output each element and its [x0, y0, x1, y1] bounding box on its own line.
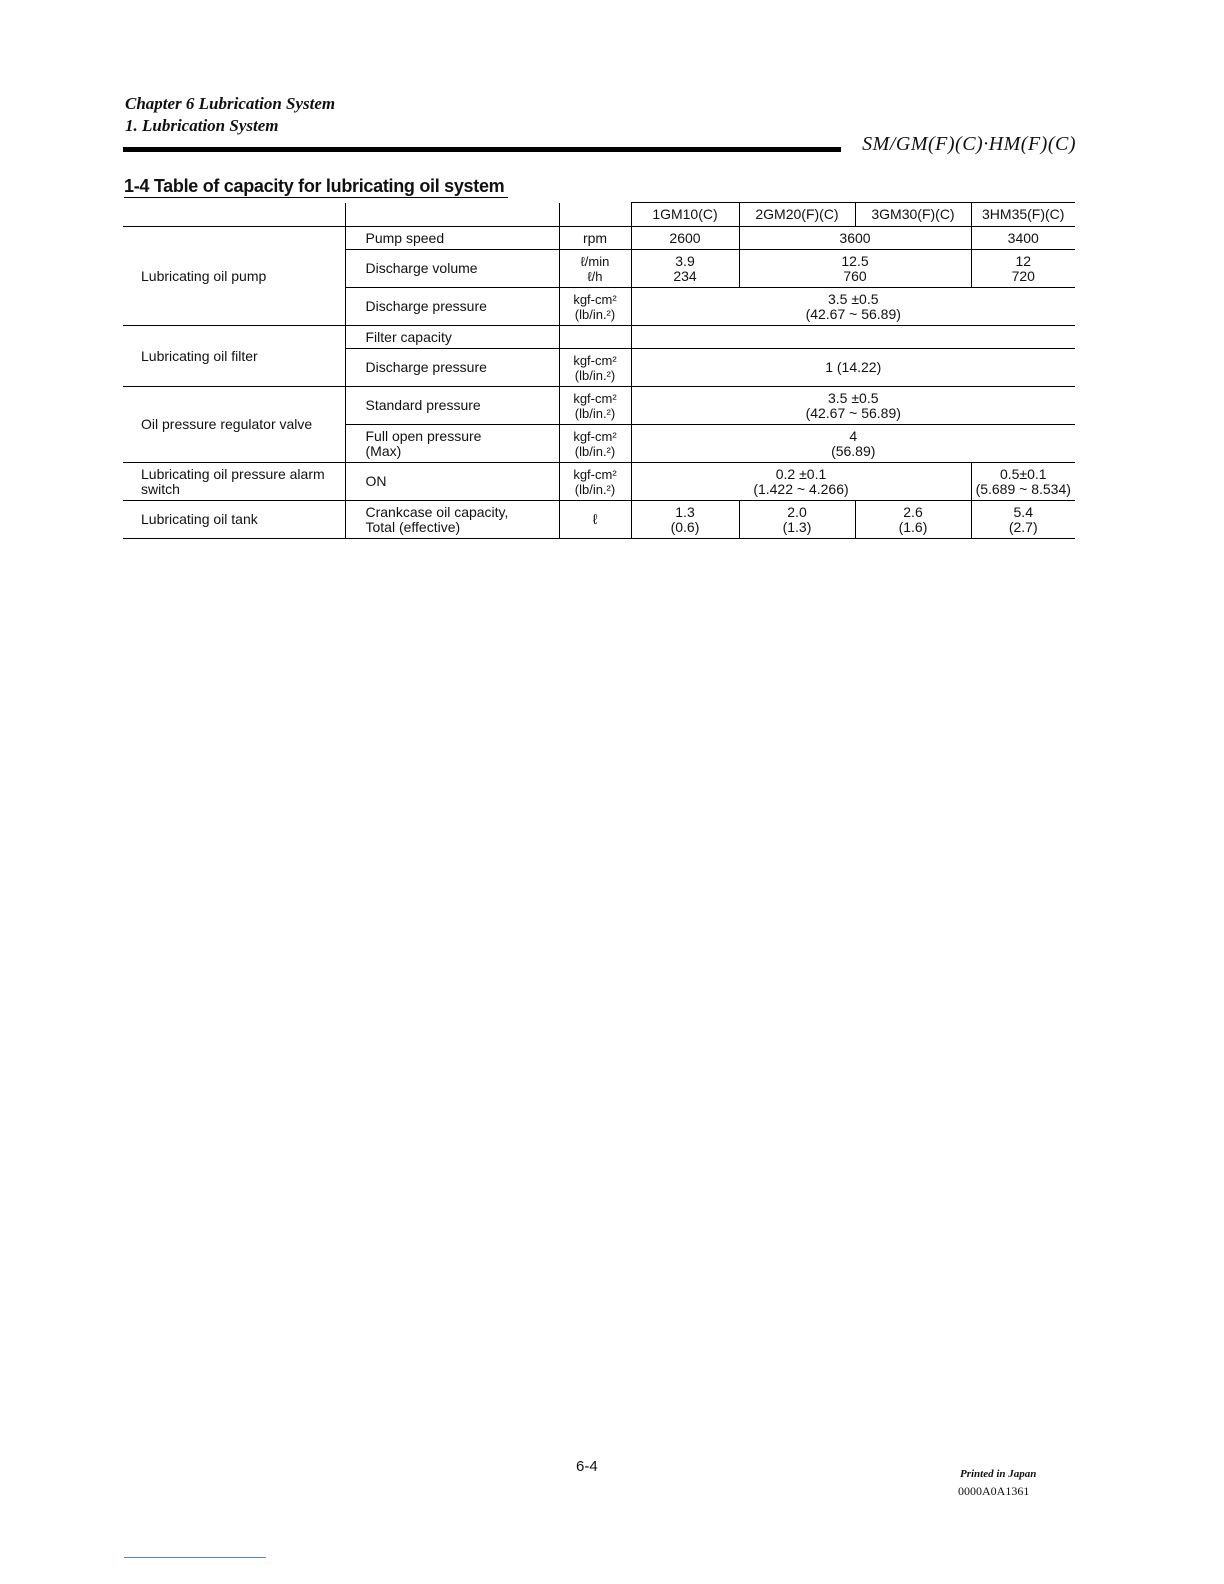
unit-kgf: kgf-cm²: [573, 390, 617, 406]
capacity-table: [123, 202, 1075, 539]
unit-kgf: kgf-cm²: [573, 291, 617, 307]
value-standard-pressure: [631, 387, 1075, 425]
document-code: 0000A0A1361: [958, 1484, 1030, 1498]
item-line-2: Total (effective): [365, 518, 461, 535]
value-pump-speed-1gm10: 2600: [631, 227, 739, 250]
unit-pressure: [559, 288, 631, 326]
value-b: (56.89): [831, 442, 876, 459]
unit-l-per-min: ℓ/min: [580, 253, 610, 269]
value-pump-discharge-pressure: [631, 288, 1075, 326]
unit-lbin: (lb/in.²): [574, 443, 616, 459]
value-a: 0.5±0.1: [999, 465, 1047, 482]
value-a: 12.5: [841, 252, 869, 269]
value-b: (1.422 ~ 4.266): [753, 480, 849, 497]
value-a: 4: [849, 427, 858, 444]
item-pump-speed: Pump speed: [345, 227, 559, 250]
value-alarm-on-gm: [631, 463, 971, 501]
printed-in-japan: Printed in Japan: [960, 1468, 1037, 1480]
unit-lbin: (lb/in.²): [574, 405, 616, 421]
col-header-2gm20: 2GM20(F)(C): [739, 203, 855, 227]
value-crankcase-1gm10: [631, 501, 739, 539]
value-a: 3.5 ±0.5: [828, 290, 879, 307]
unit-pressure: [559, 425, 631, 463]
value-a: 5.4: [1013, 503, 1033, 520]
value-b: (0.6): [670, 518, 700, 535]
group-lubricating-oil-filter: Lubricating oil filter: [123, 326, 345, 387]
value-b: 760: [843, 267, 867, 284]
group-pressure-alarm-switch: Lubricating oil pressure alarm switch: [123, 463, 345, 501]
value-filter-discharge-pressure: 1 (14.22): [631, 349, 1075, 387]
header-rule: [123, 147, 841, 152]
unit-kgf: kgf-cm²: [573, 428, 617, 444]
unit-pressure: [559, 463, 631, 501]
footer-divider: [124, 1557, 266, 1558]
page-number: 6-4: [576, 1458, 598, 1475]
value-b: (42.67 ~ 56.89): [805, 305, 901, 322]
row-filter-capacity: [123, 326, 1075, 349]
value-b: (2.7): [1008, 518, 1038, 535]
unit-lbin: (lb/in.²): [574, 481, 616, 497]
value-b: (5.689 ~ 8.534): [975, 480, 1071, 497]
title-underline: [124, 197, 508, 198]
item-filter-capacity: Filter capacity: [345, 326, 559, 349]
value-crankcase-3hm35: [971, 501, 1075, 539]
item-standard-pressure: Standard pressure: [345, 387, 559, 425]
unit-lbin: (lb/in.²): [574, 367, 616, 383]
value-a: 0.2 ±0.1: [775, 465, 827, 482]
group-lubricating-oil-tank: Lubricating oil tank: [123, 501, 345, 539]
section-subtitle: 1. Lubrication System: [125, 116, 279, 135]
item-line-1: Full open pressure: [365, 427, 482, 444]
value-pump-speed-2gm-3gm: 3600: [739, 227, 971, 250]
item-on: ON: [345, 463, 559, 501]
item-full-open-pressure: [345, 425, 559, 463]
chapter-title: Chapter 6 Lubrication System: [125, 94, 336, 113]
item-filter-discharge-pressure: Discharge pressure: [345, 349, 559, 387]
row-standard-pressure: [123, 387, 1075, 425]
group-oil-pressure-regulator-valve: Oil pressure regulator valve: [123, 387, 345, 463]
group-lubricating-oil-pump: Lubricating oil pump: [123, 227, 345, 326]
unit-kgf: kgf-cm²: [573, 352, 617, 368]
unit-rpm: rpm: [559, 227, 631, 250]
col-header-3gm30: 3GM30(F)(C): [855, 203, 971, 227]
item-crankcase-capacity: [345, 501, 559, 539]
value-full-open-pressure: [631, 425, 1075, 463]
value-crankcase-3gm30: [855, 501, 971, 539]
value-b: 720: [1011, 267, 1035, 284]
unit-liter: ℓ: [559, 501, 631, 539]
row-pump-speed: [123, 227, 1075, 250]
value-discharge-volume-1gm10: [631, 250, 739, 288]
item-line-1: Crankcase oil capacity,: [365, 503, 509, 520]
unit-pressure: [559, 349, 631, 387]
unit-pressure: [559, 387, 631, 425]
value-b: (1.6): [898, 518, 928, 535]
row-oil-tank: [123, 501, 1075, 539]
unit-discharge-volume: [559, 250, 631, 288]
value-b: (1.3): [782, 518, 812, 535]
header-blank-unit: [559, 203, 631, 227]
item-pump-discharge-pressure: Discharge pressure: [345, 288, 559, 326]
item-line-2: (Max): [365, 442, 402, 459]
value-b: (42.67 ~ 56.89): [805, 404, 901, 421]
header-blank-group: [123, 203, 345, 227]
unit-l-per-h: ℓ/h: [587, 268, 603, 284]
value-discharge-volume-3hm35: [971, 250, 1075, 288]
row-alarm-switch: [123, 463, 1075, 501]
col-header-3hm35: 3HM35(F)(C): [971, 203, 1075, 227]
unit-kgf: kgf-cm²: [573, 466, 617, 482]
unit-filter-capacity-empty: [559, 326, 631, 349]
value-pump-speed-3hm35: 3400: [971, 227, 1075, 250]
value-a: 3.5 ±0.5: [828, 389, 879, 406]
col-header-1gm10: 1GM10(C): [631, 203, 739, 227]
value-a: 2.0: [787, 503, 807, 520]
value-alarm-on-3hm35: [971, 463, 1075, 501]
value-a: 12: [1015, 252, 1032, 269]
model-designation: SM/GM(F)(C)·HM(F)(C): [862, 133, 1076, 155]
value-filter-capacity-empty: [631, 326, 1075, 349]
table-header-row: [123, 203, 1075, 227]
value-a: 3.9: [675, 252, 695, 269]
value-discharge-volume-2gm-3gm: [739, 250, 971, 288]
header-blank-item: [345, 203, 559, 227]
value-b: 234: [673, 267, 697, 284]
value-crankcase-2gm20: [739, 501, 855, 539]
value-a: 2.6: [903, 503, 923, 520]
item-discharge-volume: Discharge volume: [345, 250, 559, 288]
unit-lbin: (lb/in.²): [574, 306, 616, 322]
value-a: 1.3: [675, 503, 695, 520]
table-section-title: 1-4 Table of capacity for lubricating oil system: [124, 176, 505, 196]
